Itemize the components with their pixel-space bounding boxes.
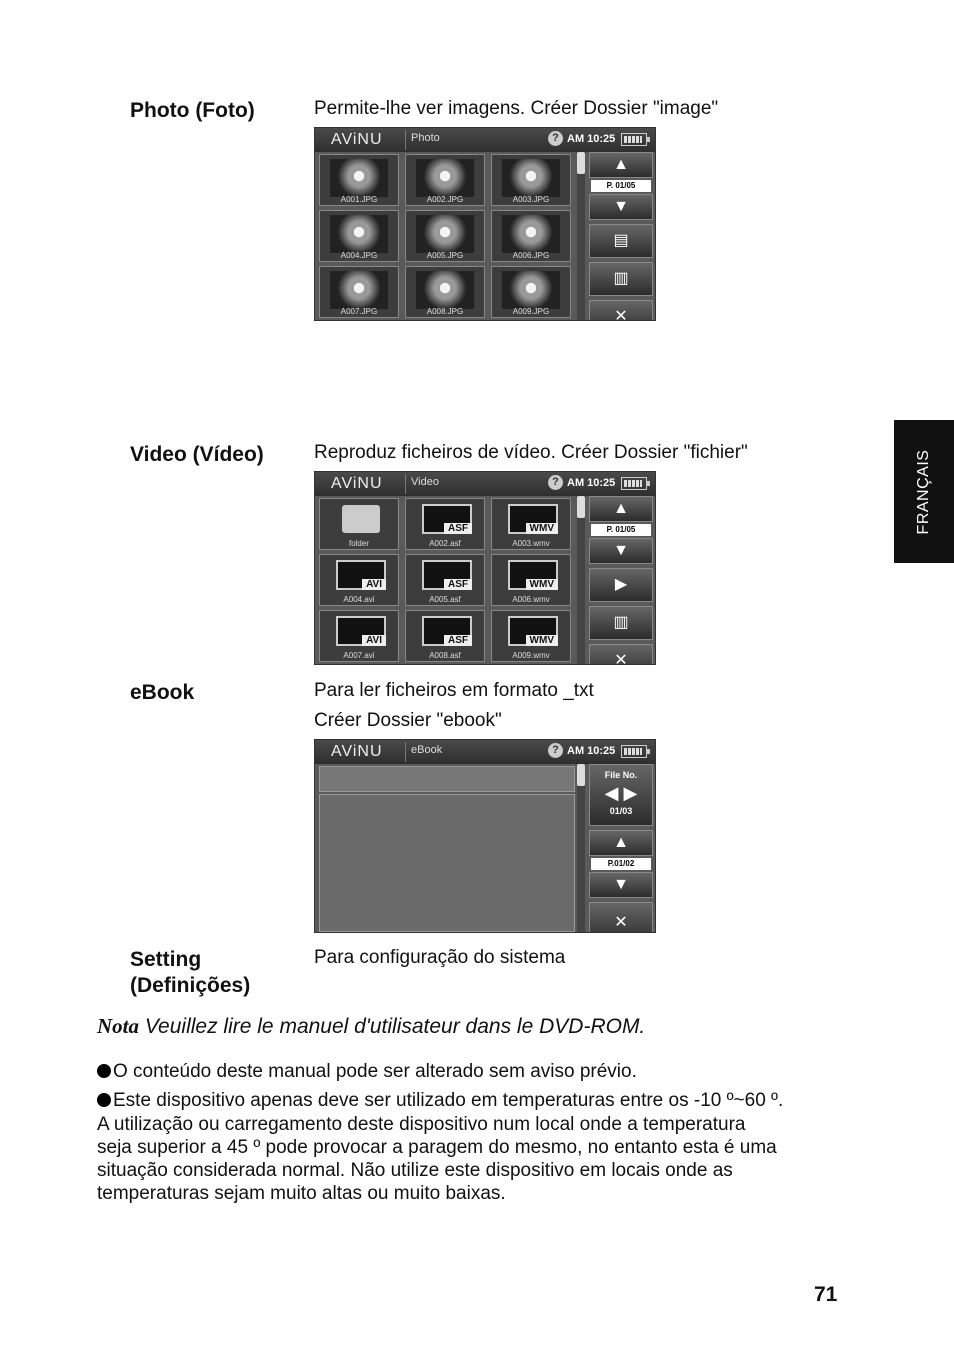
photo-thumbnail[interactable] [491, 266, 571, 318]
file-name: A006.JPG [512, 251, 550, 260]
file-name: A009.JPG [512, 307, 550, 316]
help-icon[interactable]: ? [548, 475, 563, 490]
clapperboard-icon [422, 504, 472, 534]
file-no-label: File No. [604, 770, 638, 780]
ebook-desc-2: Créer Dossier "ebook" [314, 710, 502, 731]
clock: AM 10:25 [567, 133, 616, 145]
format-tag: WMV [526, 635, 558, 646]
file-name: A004.avi [343, 595, 375, 604]
help-icon[interactable]: ? [548, 743, 563, 758]
file-name: A006.wmv [512, 595, 550, 604]
page-up-button[interactable]: ▲ [589, 496, 653, 522]
setting-label-2: (Definições) [130, 974, 251, 997]
scrollbar[interactable] [577, 496, 585, 664]
bullet-2: Este dispositivo apenas deve ser utilizado em temperaturas entre os -10 º~60 º. [97, 1089, 857, 1112]
video-desc: Reproduz ficheiros de vídeo. Créer Dossier "fichier" [314, 442, 748, 463]
clapperboard-icon [336, 560, 386, 590]
ebook-title-field [319, 766, 575, 792]
page-indicator: P. 01/05 [591, 524, 651, 536]
flower-image [330, 271, 388, 309]
file-nav-arrows[interactable]: ◀ ▶ [604, 783, 638, 803]
file-name: A005.asf [429, 595, 461, 604]
photo-thumbnail[interactable] [491, 210, 571, 262]
play-button[interactable]: ▶ [589, 568, 653, 602]
format-tag: ASF [444, 523, 472, 534]
ebook-desc-1: Para ler ficheiros em formato _txt [314, 680, 594, 701]
warning-paragraph: A utilização ou carregamento deste dispositivo num local onde a temperatura seja superior a 45 º pode provocar a paragem do mesmo, no entanto esta é uma situação considerada normal. Não utilize este dispositivo em locais onde as temperaturas sejam muito altas ou muito baixas. [97, 1114, 777, 1204]
file-name: A009.wmv [512, 651, 550, 660]
app-title: eBook [411, 744, 443, 756]
clock: AM 10:25 [567, 477, 616, 489]
trash-button[interactable]: ▥ [589, 606, 653, 640]
page-down-button[interactable]: ▼ [589, 538, 653, 564]
photo-thumbnail[interactable] [491, 154, 571, 206]
page-up-button[interactable]: ▲ [589, 152, 653, 178]
setting-label [130, 947, 250, 999]
page-number: 71 [814, 1283, 838, 1306]
file-name: A005.JPG [426, 251, 464, 260]
file-name: folder [348, 539, 369, 548]
clapperboard-icon [422, 560, 472, 590]
setting-desc: Para configuração do sistema [314, 947, 566, 968]
photo-screen [314, 127, 656, 321]
logo: AViNU [331, 743, 383, 760]
video-file-item[interactable] [319, 554, 399, 606]
logo: AViNU [331, 131, 383, 148]
file-name: A001.JPG [340, 195, 378, 204]
format-tag: ASF [444, 579, 472, 590]
status-bar [315, 128, 655, 152]
page-down-button[interactable]: ▼ [589, 194, 653, 220]
note-word: Nota [97, 1014, 139, 1038]
clapperboard-icon [422, 616, 472, 646]
note-text: Veuillez lire le manuel d'utilisateur dans le DVD-ROM. [139, 1015, 646, 1038]
file-name: A004.JPG [340, 251, 378, 260]
video-file-item[interactable] [491, 498, 571, 550]
clapperboard-icon [336, 616, 386, 646]
format-tag: AVI [362, 635, 386, 646]
video-file-item[interactable] [319, 610, 399, 662]
file-selector [589, 764, 653, 826]
format-tag: WMV [526, 523, 558, 534]
flower-image [416, 159, 474, 197]
folder-item[interactable] [319, 498, 399, 550]
photo-thumbnail[interactable] [319, 210, 399, 262]
video-file-item[interactable] [491, 554, 571, 606]
app-title: Photo [411, 132, 440, 144]
bullet-icon [97, 1064, 111, 1078]
note [97, 1014, 645, 1039]
flower-image [416, 215, 474, 253]
video-label: Video (Vídeo) [130, 443, 264, 466]
video-file-item[interactable] [405, 498, 485, 550]
file-name: A007.avi [343, 651, 375, 660]
format-tag: WMV [526, 579, 558, 590]
photo-label: Photo (Foto) [130, 99, 255, 122]
ebook-screen [314, 739, 656, 933]
video-file-item[interactable] [405, 554, 485, 606]
close-button[interactable]: ✕ [589, 644, 653, 665]
format-tag: AVI [362, 579, 386, 590]
slideshow-button[interactable]: ▤ [589, 224, 653, 258]
battery-icon [621, 477, 647, 490]
page-indicator: P.01/02 [591, 858, 651, 870]
photo-thumbnail[interactable] [319, 154, 399, 206]
clapperboard-icon [508, 504, 558, 534]
format-tag: ASF [444, 635, 472, 646]
file-name: A008.asf [429, 651, 461, 660]
ebook-text-area[interactable] [319, 794, 575, 932]
flower-image [330, 159, 388, 197]
file-name: A007.JPG [340, 307, 378, 316]
video-file-item[interactable] [491, 610, 571, 662]
photo-thumbnail[interactable] [319, 266, 399, 318]
flower-image [502, 215, 560, 253]
file-name: A003.JPG [512, 195, 550, 204]
scrollbar[interactable] [577, 764, 585, 932]
page-up-button[interactable]: ▲ [589, 830, 653, 856]
page-down-button[interactable]: ▼ [589, 872, 653, 898]
file-name: A008.JPG [426, 307, 464, 316]
battery-icon [621, 745, 647, 758]
photo-desc: Permite-lhe ver imagens. Créer Dossier "image" [314, 98, 719, 119]
file-number: 01/03 [609, 806, 633, 816]
language-tab-label: FRANÇAIS [915, 449, 932, 534]
video-file-item[interactable] [405, 610, 485, 662]
language-tab [894, 420, 954, 563]
battery-icon [621, 133, 647, 146]
clapperboard-icon [508, 560, 558, 590]
status-bar [315, 740, 655, 764]
logo: AViNU [331, 475, 383, 492]
bullet-1: O conteúdo deste manual pode ser alterado sem aviso prévio. [97, 1060, 857, 1083]
photo-thumbnail[interactable] [405, 266, 485, 318]
bullet-icon [97, 1093, 111, 1107]
photo-thumbnail[interactable] [405, 210, 485, 262]
trash-button[interactable]: ▥ [589, 262, 653, 296]
page-indicator: P. 01/05 [591, 180, 651, 192]
file-name: A003.wmv [512, 539, 550, 548]
close-button[interactable]: ✕ [589, 902, 653, 933]
clock: AM 10:25 [567, 745, 616, 757]
photo-thumbnail[interactable] [405, 154, 485, 206]
flower-image [416, 271, 474, 309]
file-name: A002.JPG [426, 195, 464, 204]
file-name: A002.asf [429, 539, 461, 548]
close-button[interactable]: ✕ [589, 300, 653, 321]
status-bar [315, 472, 655, 496]
video-screen [314, 471, 656, 665]
ebook-label: eBook [130, 681, 195, 704]
flower-image [330, 215, 388, 253]
flower-image [502, 159, 560, 197]
flower-image [502, 271, 560, 309]
setting-label-1: Setting [130, 948, 202, 971]
folder-icon [342, 505, 380, 533]
clapperboard-icon [508, 616, 558, 646]
app-title: Video [411, 476, 439, 488]
scrollbar[interactable] [577, 152, 585, 320]
help-icon[interactable]: ? [548, 131, 563, 146]
